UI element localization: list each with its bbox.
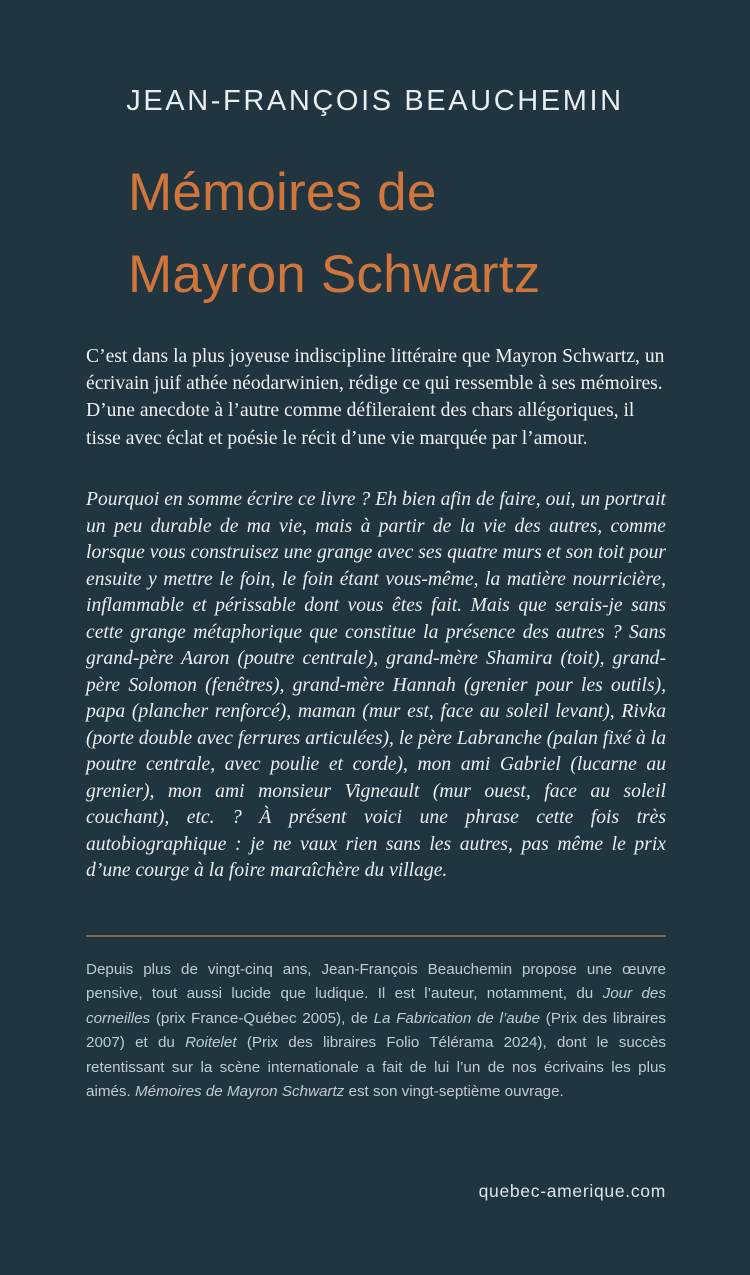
author-bio [86,958,666,1104]
bio-text-1: Depuis plus de vingt-cinq ans, Jean-François Beauchemin propose une œuvre pensive, tout aussi lucide que ludique. Il est l’auteur, notamment, du [86,961,666,1003]
title-line-2: Mayron Schwartz [128,245,541,304]
bio-text-3: (Prix des libraires 2007) et du [86,1009,666,1052]
bio-text-4: (Prix des libraires Folio Télérama 2024), dont le succès retentissant sur la scène internationale a fait de lui l’un de nos écrivains les plus aimés. [86,1034,667,1101]
bio-work-4: Mémoires de Mayron Schwartz [134,1083,345,1101]
excerpt-paragraph: Pourquoi en somme écrire ce livre ? Eh bien afin de faire, oui, un portrait un peu durable de ma vie, mais à partir de la vie des autres, comme lorsque vous construisez une grange avec ses quatre murs et son toit pour ensuite y mettre le foin, le foin étant vous-même, la matière nourricière, inflammable et périssable dont vous êtes fait. Mais que serais-je sans cette grange métaphorique que constitue la présence des autres ? Sans grand-père Aaron (poutre centrale), grand-mère Shamira (toit), grand-père Solomon (fenêtres), grand-mère Hannah (grenier pour les outils), papa (plancher renforcé), maman (mur est, face au soleil levant), Rivka (porte double avec ferrures articulées), le père Labranche (palan fixé à la poutre centrale, avec poulie et corde), mon ami Gabriel (lucarne au grenier), mon ami monsieur Vigneault (mur ouest, face au soleil couchant), etc. ? À présent voici une phrase cette fois très autobiographique : je ne vaux rien sans les autres, pas même le prix d’une courge à la foire maraîchère du village. [86,489,666,881]
bio-text-5: est son vingt-septième ouvrage. [344,1083,564,1101]
bio-work-1: Jour des corneilles [86,985,666,1027]
publisher-url[interactable]: quebec-amerique.com [478,1181,666,1201]
bio-work-3: Roitelet [185,1034,237,1052]
bio-work-2: La Fabrication de l’aube [373,1009,541,1027]
section-divider [86,935,666,937]
blurb-paragraph: C’est dans la plus joyeuse indiscipline littéraire que Mayron Schwartz, un écrivain juif athée néodarwinien, rédige ce qui ressemble à ses mémoires. D’une anecdote à l’autre comme défileraient des chars allégoriques, il tisse avec éclat et poésie le récit d’une vie marquée par l’amour. [86,346,665,449]
bio-text-2: (prix France-Québec 2005), de [150,1009,374,1027]
book-title [128,152,648,316]
title-line-1: Mémoires de [128,163,437,222]
author-name: JEAN-FRANÇOIS BEAUCHEMIN [126,85,624,117]
